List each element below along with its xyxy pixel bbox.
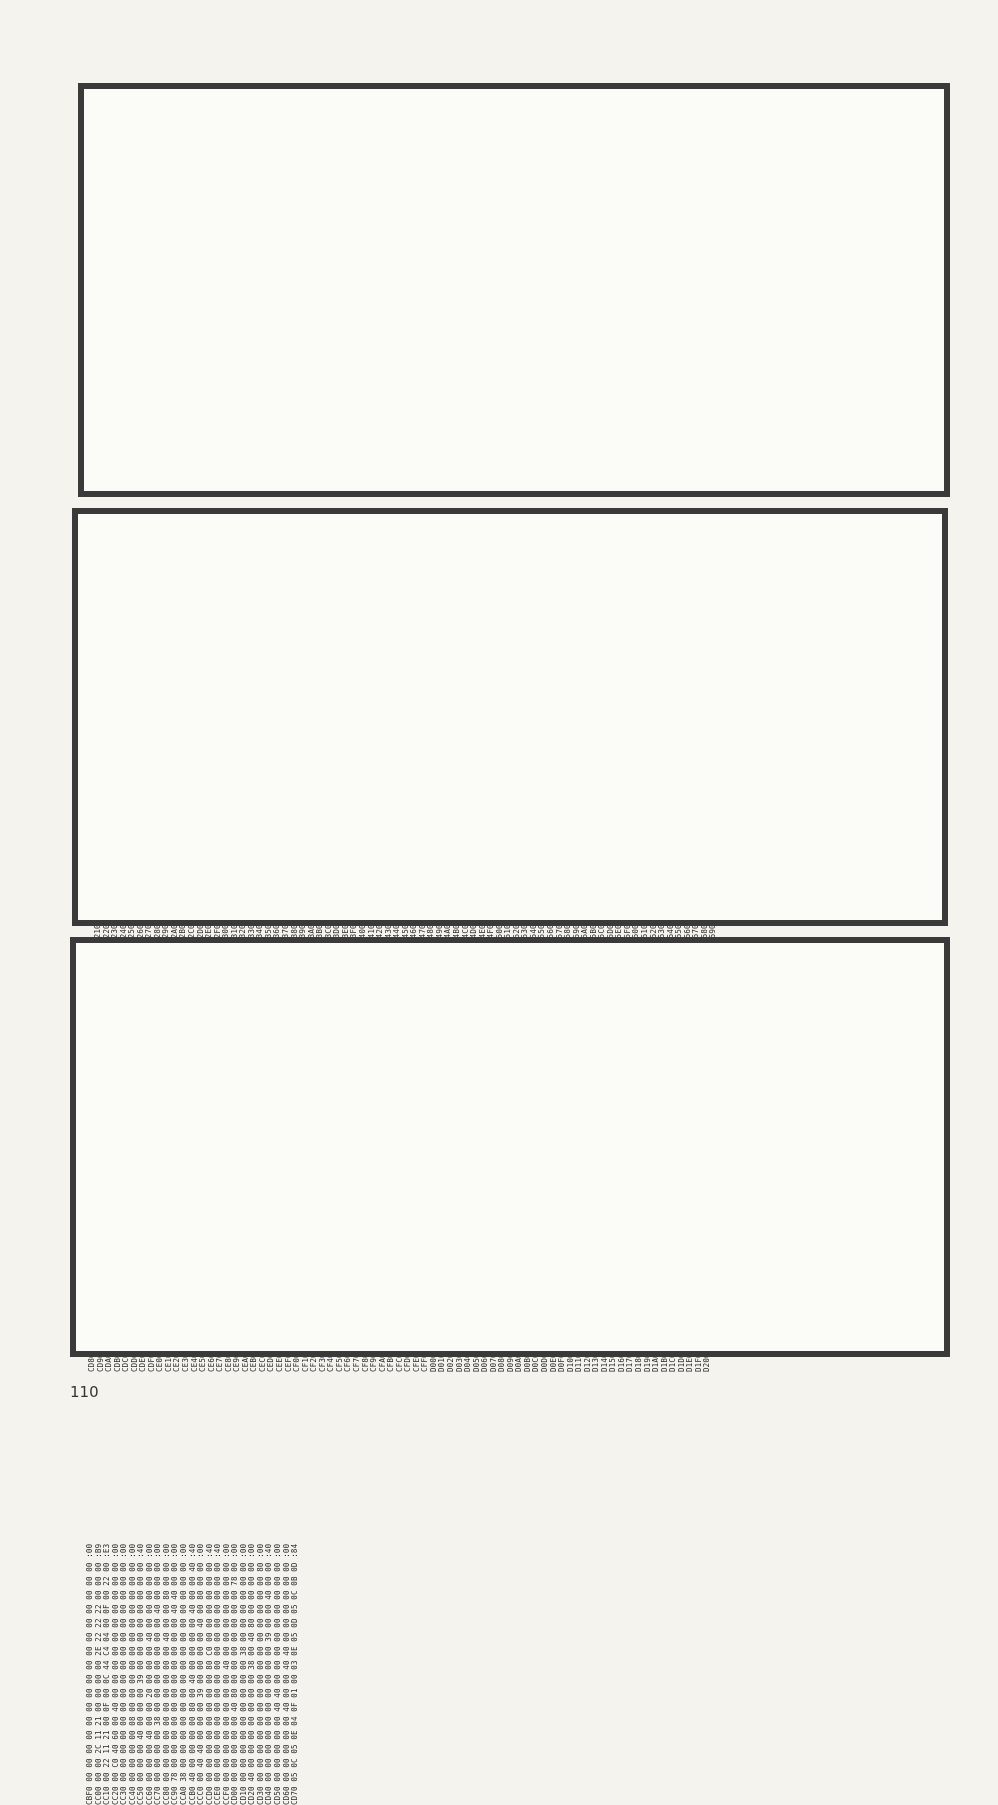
hex-line-filler: CCD0 00 00 00 00 00 00 00 00 80 C0 00 00 00 00 00 00 :40: [204, 1543, 214, 1805]
hex-line-filler: CCB0 40 00 00 00 00 80 00 40 00 00 00 00 40 00 00 40 :40: [187, 1543, 197, 1805]
hex-dump-text: [86, 1397, 954, 1805]
hex-line-filler: CD50 00 00 00 00 00 40 40 00 00 00 00 00 00 00 00 00 :00: [273, 1543, 283, 1805]
hex-line-filler: CC90 78 00 00 00 00 00 00 00 00 00 00 00 40 40 00 00 :00: [170, 1543, 180, 1805]
hex-line-filler: CD00 00 00 00 00 00 40 80 00 00 00 00 00 00 00 78 00 :00: [230, 1543, 240, 1805]
hex-line: CC00 00 00 2C 11 21 00 00 00 00 2E 22 22 22 00 00 00 :B9: [93, 1543, 103, 1805]
hex-line-filler: CCF0 00 00 00 00 00 00 00 00 40 00 00 00 00 00 00 00 :00: [221, 1543, 231, 1805]
hex-line-filler: CD30 00 00 00 00 00 00 00 00 00 00 00 00 00 00 00 80 :00: [255, 1543, 265, 1805]
hex-listing-panel-1: [78, 83, 950, 497]
hex-line: CD70 05 0C 05 0E 04 0F 01 00 03 0E 05 0D 05 0C 0B 0D :84: [290, 1543, 300, 1805]
hex-line-filler: CC70 00 00 00 00 38 00 00 00 00 00 00 00 40 00 00 00 :00: [153, 1543, 163, 1805]
hex-line-filler: CCC0 00 40 40 00 00 00 39 00 00 00 00 40 00 80 00 00 :00: [196, 1543, 206, 1805]
hex-line-filler: CD10 00 00 00 00 00 00 00 00 00 38 00 00 00 00 00 00 :00: [238, 1543, 248, 1805]
hex-line-filler: CD20 40 00 00 00 00 00 00 00 38 00 40 80 00 00 00 00 :00: [247, 1543, 257, 1805]
hex-line-filler: CC60 00 00 00 40 00 00 20 00 00 00 40 00 00 00 00 00 :00: [144, 1543, 154, 1805]
hex-line-filler: CD60 00 00 00 00 00 40 00 00 40 40 00 00 00 00 00 00 :00: [281, 1543, 291, 1805]
hex-line: CC10 00 22 11 21 00 0F 00 0C 44 C4 04 00 0F 00 22 00 :E3: [102, 1543, 112, 1805]
hex-line-filler: CCE0 00 00 00 00 00 00 00 00 00 00 00 00 00 00 00 00 :40: [213, 1543, 223, 1805]
page-number: 110: [70, 1383, 99, 1401]
hex-listing-panel-2: [72, 508, 948, 926]
hex-line-filler: CC50 00 00 00 40 00 00 00 39 00 00 00 00 00 00 00 00 :40: [136, 1543, 146, 1805]
hex-line-filler: CCA0 38 00 00 00 00 00 00 00 00 00 00 00 00 00 00 00 :00: [179, 1543, 189, 1805]
hex-line-filler: CC40 00 00 00 00 08 00 00 00 00 00 00 00 00 00 00 00 :00: [127, 1543, 137, 1805]
hex-line-filler: CC80 00 00 00 00 00 00 00 00 00 00 40 00 00 80 00 00 :00: [161, 1543, 171, 1805]
hex-line-filler: CC20 00 C0 40 60 00 40 00 00 00 00 00 00 00 00 00 00 :00: [110, 1543, 120, 1805]
hex-line-filler: CD40 00 00 00 00 00 00 00 00 00 00 39 00 00 40 00 00 :40: [264, 1543, 274, 1805]
hex-line-filler: CC30 00 00 00 00 00 00 00 00 00 00 00 00 00 00 00 00 :00: [119, 1543, 129, 1805]
hex-line: CBF0 00 00 00 00 00 00 00 00 00 00 00 00 00 00 00 00 :00: [85, 1543, 94, 1805]
